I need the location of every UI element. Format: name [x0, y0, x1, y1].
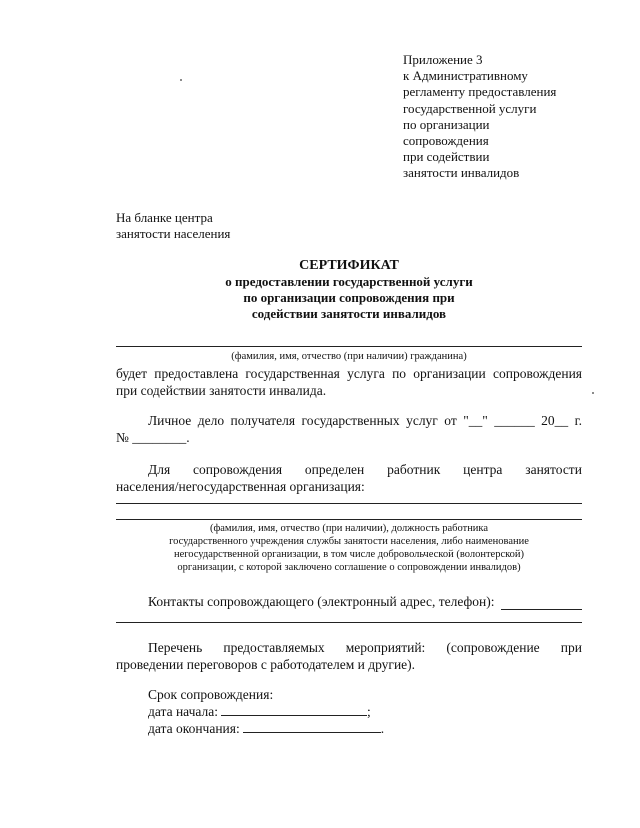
contacts-paragraph — [116, 593, 582, 610]
letterhead-line: На бланке центра — [116, 210, 213, 225]
period-finish-end: . — [380, 721, 385, 736]
letterhead-note — [116, 210, 230, 242]
appendix-line: занятости инвалидов — [403, 165, 520, 181]
escort-paragraph — [116, 461, 582, 495]
escort-caption-line: организации, с которой заключено соглашение о сопровождении инвалидов) — [177, 562, 521, 573]
contacts-row — [116, 593, 582, 610]
escort-word: Для — [148, 462, 171, 477]
escort-second-line: населения/негосударственная организация: — [116, 479, 365, 494]
scan-speck — [592, 392, 594, 394]
events-word: предоставляемых — [223, 640, 325, 655]
period-start-label: дата начала: — [148, 704, 218, 719]
events-word: при — [560, 640, 582, 655]
escort-name-line-2[interactable] — [116, 519, 582, 520]
escort-caption-line: (фамилия, имя, отчество (при наличии), должность работника — [209, 523, 489, 534]
document-title — [116, 258, 582, 322]
events-second-line: проведении переговоров с работодателем и другие). — [116, 657, 416, 672]
appendix-line: при содействии — [403, 149, 490, 165]
events-word: мероприятий: — [345, 640, 426, 655]
appendix-line: Приложение 3 — [403, 52, 483, 67]
appendix-line: сопровождения — [403, 133, 489, 149]
appendix-line: по организации — [403, 116, 490, 132]
events-first-line — [116, 639, 582, 656]
title-line: содействии занятости инвалидов — [251, 306, 447, 321]
appendix-line: регламенту предоставления — [403, 84, 557, 100]
scan-speck — [180, 79, 182, 81]
escort-caption — [116, 522, 582, 574]
appendix-line: государственной услуги — [403, 100, 537, 116]
escort-word: определен — [304, 462, 365, 477]
title-main: СЕРТИФИКАТ — [299, 258, 399, 273]
title-line: о предоставлении государственной услуги — [225, 274, 473, 289]
title-line: по организации сопровождения при — [243, 290, 455, 305]
period-title: Срок сопровождения: — [148, 687, 274, 702]
citizen-text-line: при содействии занятости инвалида. — [116, 383, 327, 398]
citizen-text-line: будет предоставлена государственная услуга по организации сопровождения — [116, 366, 582, 381]
case-paragraph — [116, 412, 582, 446]
escort-name-line-1[interactable] — [116, 503, 582, 504]
contacts-line-2[interactable] — [116, 622, 582, 623]
period-start-end: ; — [367, 704, 371, 719]
period-finish-label: дата окончания: — [148, 721, 240, 736]
period-finish-row — [148, 720, 582, 737]
citizen-text — [116, 365, 582, 399]
events-word: Перечень — [148, 640, 203, 655]
escort-caption-line: государственного учреждения службы занятости населения, либо наименование — [169, 536, 529, 547]
escort-word: занятости — [525, 462, 582, 477]
case-text: Личное дело получателя государственных услуг от "__" ______ 20__ г. — [148, 413, 582, 428]
contacts-label: Контакты сопровождающего (электронный адрес, телефон): — [148, 594, 495, 609]
appendix-line: к Административному — [403, 68, 528, 84]
citizen-caption: (фамилия, имя, отчество (при наличии) гражданина) — [231, 351, 467, 362]
period-start-row — [148, 703, 582, 720]
period-start-input[interactable] — [221, 703, 367, 716]
escort-word: сопровождения — [193, 462, 283, 477]
escort-first-line — [116, 461, 582, 478]
case-number: № ________. — [116, 430, 190, 445]
events-paragraph — [116, 639, 582, 673]
period-finish-input[interactable] — [243, 720, 381, 733]
escort-word: центра — [463, 462, 503, 477]
letterhead-line: занятости населения — [116, 226, 231, 241]
contacts-input-line[interactable] — [501, 597, 582, 610]
events-word: (сопровождение — [446, 640, 540, 655]
period-block — [116, 686, 582, 737]
escort-caption-line: негосударственной организации, в том числе добровольческой (волонтерской) — [173, 549, 525, 560]
escort-word: работник — [387, 462, 441, 477]
citizen-name-line[interactable] — [116, 346, 582, 347]
appendix-note — [403, 52, 556, 182]
